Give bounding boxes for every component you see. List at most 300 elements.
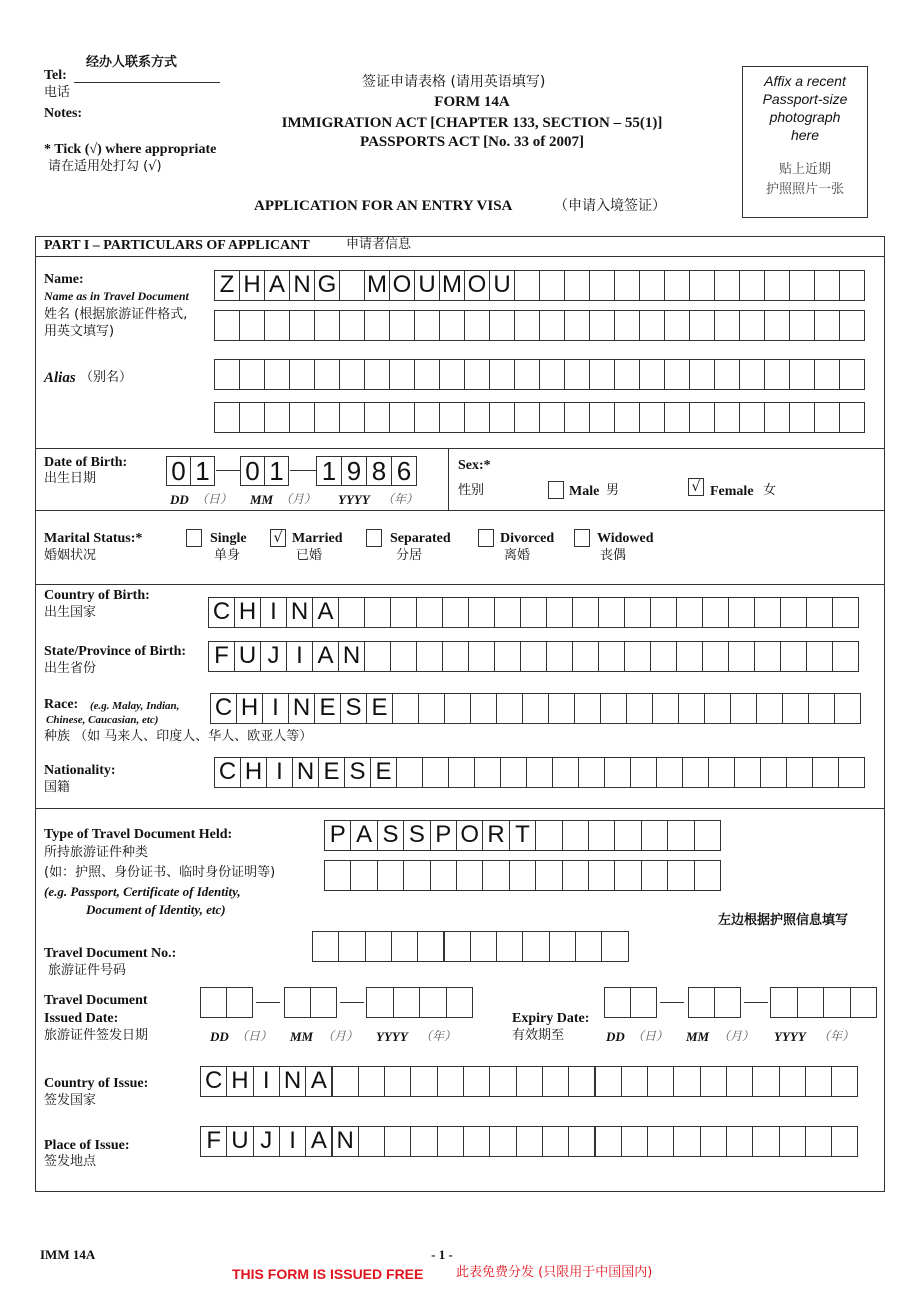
char-cell[interactable] — [289, 270, 315, 301]
char-cell[interactable] — [377, 820, 404, 851]
char-cell[interactable] — [572, 597, 599, 628]
char-cell[interactable] — [489, 310, 515, 341]
char-cell[interactable] — [598, 597, 625, 628]
char-cell[interactable] — [264, 310, 290, 341]
char-cell[interactable] — [805, 1066, 832, 1097]
char-cell[interactable] — [595, 1066, 622, 1097]
char-cell[interactable] — [726, 1126, 753, 1157]
char-cell[interactable] — [604, 757, 631, 788]
married-checkbox[interactable]: √ — [270, 529, 286, 547]
char-cell[interactable] — [422, 757, 449, 788]
char-cell[interactable] — [797, 987, 825, 1018]
char-cell[interactable] — [764, 359, 790, 390]
char-cell[interactable] — [549, 931, 576, 962]
char-cell[interactable] — [239, 270, 265, 301]
char-cell[interactable] — [621, 1126, 648, 1157]
char-cell[interactable] — [305, 1066, 332, 1097]
char-cell[interactable] — [266, 757, 293, 788]
char-cell[interactable] — [614, 359, 640, 390]
char-cell[interactable] — [589, 359, 615, 390]
char-cell[interactable] — [564, 359, 590, 390]
char-cell[interactable] — [714, 310, 740, 341]
char-cell[interactable] — [667, 860, 694, 891]
char-cell[interactable] — [464, 310, 490, 341]
char-cell[interactable] — [564, 402, 590, 433]
char-cell[interactable] — [200, 987, 227, 1018]
char-cell[interactable] — [284, 987, 311, 1018]
char-cell[interactable] — [682, 757, 709, 788]
char-cell[interactable] — [664, 270, 690, 301]
char-cell[interactable] — [514, 359, 540, 390]
char-cell[interactable] — [673, 1066, 700, 1097]
char-cell[interactable] — [200, 1066, 227, 1097]
char-cell[interactable] — [564, 310, 590, 341]
char-cell[interactable] — [489, 1126, 516, 1157]
char-cell[interactable] — [539, 310, 565, 341]
char-cell[interactable] — [470, 693, 497, 724]
char-cell[interactable] — [474, 757, 501, 788]
char-cell[interactable] — [390, 641, 417, 672]
char-cell[interactable] — [414, 270, 440, 301]
char-cell[interactable] — [396, 757, 423, 788]
char-cell[interactable] — [208, 641, 235, 672]
char-cell[interactable] — [456, 820, 483, 851]
char-cell[interactable] — [264, 359, 290, 390]
char-cell[interactable] — [621, 1066, 648, 1097]
char-cell[interactable] — [338, 641, 365, 672]
char-cell[interactable] — [390, 597, 417, 628]
char-cell[interactable] — [312, 597, 339, 628]
char-cell[interactable] — [639, 270, 665, 301]
char-cell[interactable] — [782, 693, 809, 724]
char-cell[interactable] — [764, 402, 790, 433]
char-cell[interactable] — [641, 820, 668, 851]
char-cell[interactable] — [403, 820, 430, 851]
char-cell[interactable] — [253, 1066, 280, 1097]
char-cell[interactable] — [414, 310, 440, 341]
char-cell[interactable] — [489, 402, 515, 433]
char-cell[interactable] — [639, 310, 665, 341]
char-cell[interactable] — [806, 641, 833, 672]
char-cell[interactable] — [366, 987, 394, 1018]
char-cell[interactable] — [494, 641, 521, 672]
char-cell[interactable] — [700, 1066, 727, 1097]
char-cell[interactable] — [739, 402, 765, 433]
char-cell[interactable] — [568, 1126, 595, 1157]
char-cell[interactable] — [410, 1126, 437, 1157]
separated-checkbox[interactable] — [366, 529, 382, 547]
char-cell[interactable] — [314, 359, 340, 390]
char-cell[interactable] — [572, 641, 599, 672]
char-cell[interactable] — [589, 310, 615, 341]
char-cell[interactable] — [714, 987, 741, 1018]
char-cell[interactable] — [595, 1126, 622, 1157]
char-cell[interactable] — [520, 597, 547, 628]
char-cell[interactable] — [418, 693, 445, 724]
char-cell[interactable] — [535, 860, 562, 891]
char-cell[interactable] — [310, 987, 337, 1018]
char-cell[interactable] — [832, 597, 859, 628]
char-cell[interactable] — [341, 456, 367, 486]
char-cell[interactable] — [448, 757, 475, 788]
char-cell[interactable] — [601, 931, 628, 962]
char-cell[interactable] — [214, 402, 240, 433]
char-cell[interactable] — [514, 270, 540, 301]
char-cell[interactable] — [439, 310, 465, 341]
char-cell[interactable] — [760, 757, 787, 788]
tel-field[interactable] — [74, 82, 220, 83]
char-cell[interactable] — [574, 693, 601, 724]
char-cell[interactable] — [578, 757, 605, 788]
char-cell[interactable] — [814, 359, 840, 390]
char-cell[interactable] — [630, 987, 657, 1018]
char-cell[interactable] — [439, 359, 465, 390]
char-cell[interactable] — [589, 402, 615, 433]
char-cell[interactable] — [365, 931, 392, 962]
char-cell[interactable] — [546, 597, 573, 628]
char-cell[interactable] — [444, 931, 471, 962]
char-cell[interactable] — [673, 1126, 700, 1157]
char-cell[interactable] — [789, 270, 815, 301]
char-cell[interactable] — [463, 1066, 490, 1097]
char-cell[interactable] — [339, 359, 365, 390]
char-cell[interactable] — [689, 270, 715, 301]
char-cell[interactable] — [832, 641, 859, 672]
char-cell[interactable] — [489, 1066, 516, 1097]
char-cell[interactable] — [823, 987, 851, 1018]
char-cell[interactable] — [210, 693, 237, 724]
char-cell[interactable] — [780, 597, 807, 628]
char-cell[interactable] — [464, 270, 490, 301]
char-cell[interactable] — [831, 1066, 858, 1097]
char-cell[interactable] — [588, 820, 615, 851]
char-cell[interactable] — [239, 402, 265, 433]
char-cell[interactable] — [166, 456, 191, 486]
char-cell[interactable] — [464, 402, 490, 433]
char-cell[interactable] — [588, 860, 615, 891]
char-cell[interactable] — [838, 757, 865, 788]
char-cell[interactable] — [364, 359, 390, 390]
char-cell[interactable] — [752, 1126, 779, 1157]
char-cell[interactable] — [614, 820, 641, 851]
char-cell[interactable] — [589, 270, 615, 301]
char-cell[interactable] — [366, 456, 392, 486]
char-cell[interactable] — [839, 310, 865, 341]
char-cell[interactable] — [806, 597, 833, 628]
char-cell[interactable] — [338, 931, 365, 962]
char-cell[interactable] — [470, 931, 497, 962]
char-cell[interactable] — [339, 310, 365, 341]
char-cell[interactable] — [575, 931, 602, 962]
char-cell[interactable] — [730, 693, 757, 724]
char-cell[interactable] — [752, 1066, 779, 1097]
char-cell[interactable] — [392, 693, 419, 724]
char-cell[interactable] — [489, 359, 515, 390]
char-cell[interactable] — [239, 310, 265, 341]
char-cell[interactable] — [289, 359, 315, 390]
char-cell[interactable] — [814, 270, 840, 301]
char-cell[interactable] — [240, 456, 265, 486]
char-cell[interactable] — [377, 860, 404, 891]
char-cell[interactable] — [419, 987, 447, 1018]
char-cell[interactable] — [539, 359, 565, 390]
char-cell[interactable] — [500, 757, 527, 788]
char-cell[interactable] — [522, 931, 549, 962]
char-cell[interactable] — [226, 987, 253, 1018]
char-cell[interactable] — [332, 1066, 359, 1097]
char-cell[interactable] — [318, 757, 345, 788]
char-cell[interactable] — [286, 641, 313, 672]
char-cell[interactable] — [839, 402, 865, 433]
char-cell[interactable] — [789, 402, 815, 433]
char-cell[interactable] — [630, 757, 657, 788]
char-cell[interactable] — [509, 860, 536, 891]
char-cell[interactable] — [324, 820, 351, 851]
char-cell[interactable] — [314, 693, 341, 724]
char-cell[interactable] — [770, 987, 798, 1018]
char-cell[interactable] — [314, 402, 340, 433]
char-cell[interactable] — [316, 456, 342, 486]
char-cell[interactable] — [384, 1066, 411, 1097]
char-cell[interactable] — [726, 1066, 753, 1097]
char-cell[interactable] — [496, 693, 523, 724]
char-cell[interactable] — [624, 597, 651, 628]
char-cell[interactable] — [639, 402, 665, 433]
char-cell[interactable] — [437, 1126, 464, 1157]
char-cell[interactable] — [439, 402, 465, 433]
char-cell[interactable] — [739, 359, 765, 390]
char-cell[interactable] — [604, 987, 631, 1018]
char-cell[interactable] — [389, 359, 415, 390]
char-cell[interactable] — [234, 641, 261, 672]
char-cell[interactable] — [702, 597, 729, 628]
char-cell[interactable] — [446, 987, 474, 1018]
char-cell[interactable] — [516, 1066, 543, 1097]
char-cell[interactable] — [279, 1066, 306, 1097]
char-cell[interactable] — [728, 597, 755, 628]
char-cell[interactable] — [542, 1126, 569, 1157]
char-cell[interactable] — [288, 693, 315, 724]
char-cell[interactable] — [264, 456, 289, 486]
char-cell[interactable] — [708, 757, 735, 788]
char-cell[interactable] — [417, 931, 444, 962]
char-cell[interactable] — [600, 693, 627, 724]
char-cell[interactable] — [514, 310, 540, 341]
char-cell[interactable] — [340, 693, 367, 724]
char-cell[interactable] — [389, 310, 415, 341]
char-cell[interactable] — [652, 693, 679, 724]
char-cell[interactable] — [520, 641, 547, 672]
char-cell[interactable] — [463, 1126, 490, 1157]
char-cell[interactable] — [839, 270, 865, 301]
char-cell[interactable] — [292, 757, 319, 788]
char-cell[interactable] — [260, 641, 287, 672]
char-cell[interactable] — [350, 820, 377, 851]
char-cell[interactable] — [562, 820, 589, 851]
char-cell[interactable] — [728, 641, 755, 672]
char-cell[interactable] — [312, 641, 339, 672]
char-cell[interactable] — [332, 1126, 359, 1157]
char-cell[interactable] — [714, 402, 740, 433]
char-cell[interactable] — [814, 402, 840, 433]
char-cell[interactable] — [700, 1126, 727, 1157]
char-cell[interactable] — [289, 310, 315, 341]
char-cell[interactable] — [214, 310, 240, 341]
char-cell[interactable] — [689, 402, 715, 433]
char-cell[interactable] — [805, 1126, 832, 1157]
char-cell[interactable] — [676, 641, 703, 672]
char-cell[interactable] — [562, 860, 589, 891]
char-cell[interactable] — [208, 597, 235, 628]
char-cell[interactable] — [839, 359, 865, 390]
char-cell[interactable] — [542, 1066, 569, 1097]
char-cell[interactable] — [364, 402, 390, 433]
char-cell[interactable] — [641, 860, 668, 891]
char-cell[interactable] — [391, 931, 418, 962]
char-cell[interactable] — [264, 402, 290, 433]
char-cell[interactable] — [236, 693, 263, 724]
char-cell[interactable] — [260, 597, 287, 628]
char-cell[interactable] — [442, 597, 469, 628]
char-cell[interactable] — [312, 931, 339, 962]
char-cell[interactable] — [403, 860, 430, 891]
char-cell[interactable] — [234, 597, 261, 628]
char-cell[interactable] — [514, 402, 540, 433]
char-cell[interactable] — [664, 359, 690, 390]
char-cell[interactable] — [754, 597, 781, 628]
char-cell[interactable] — [366, 693, 393, 724]
char-cell[interactable] — [358, 1126, 385, 1157]
char-cell[interactable] — [389, 402, 415, 433]
char-cell[interactable] — [264, 270, 290, 301]
char-cell[interactable] — [702, 641, 729, 672]
char-cell[interactable] — [831, 1126, 858, 1157]
char-cell[interactable] — [416, 641, 443, 672]
char-cell[interactable] — [214, 270, 240, 301]
char-cell[interactable] — [789, 359, 815, 390]
char-cell[interactable] — [338, 597, 365, 628]
char-cell[interactable] — [734, 757, 761, 788]
char-cell[interactable] — [226, 1066, 253, 1097]
char-cell[interactable] — [358, 1066, 385, 1097]
char-cell[interactable] — [314, 310, 340, 341]
char-cell[interactable] — [676, 597, 703, 628]
char-cell[interactable] — [689, 359, 715, 390]
char-cell[interactable] — [647, 1126, 674, 1157]
photo-box[interactable] — [742, 66, 868, 218]
char-cell[interactable] — [494, 597, 521, 628]
char-cell[interactable] — [314, 270, 340, 301]
char-cell[interactable] — [384, 1126, 411, 1157]
char-cell[interactable] — [190, 456, 215, 486]
char-cell[interactable] — [779, 1066, 806, 1097]
char-cell[interactable] — [364, 270, 390, 301]
char-cell[interactable] — [552, 757, 579, 788]
char-cell[interactable] — [714, 359, 740, 390]
char-cell[interactable] — [568, 1066, 595, 1097]
char-cell[interactable] — [350, 860, 377, 891]
char-cell[interactable] — [439, 270, 465, 301]
char-cell[interactable] — [678, 693, 705, 724]
char-cell[interactable] — [814, 310, 840, 341]
char-cell[interactable] — [442, 641, 469, 672]
char-cell[interactable] — [200, 1126, 227, 1157]
char-cell[interactable] — [624, 641, 651, 672]
char-cell[interactable] — [664, 402, 690, 433]
char-cell[interactable] — [539, 270, 565, 301]
char-cell[interactable] — [482, 860, 509, 891]
char-cell[interactable] — [214, 757, 241, 788]
char-cell[interactable] — [389, 270, 415, 301]
char-cell[interactable] — [364, 641, 391, 672]
char-cell[interactable] — [639, 359, 665, 390]
divorced-checkbox[interactable] — [478, 529, 494, 547]
char-cell[interactable] — [850, 987, 878, 1018]
char-cell[interactable] — [489, 270, 515, 301]
char-cell[interactable] — [364, 310, 390, 341]
char-cell[interactable] — [516, 1126, 543, 1157]
char-cell[interactable] — [364, 597, 391, 628]
widowed-checkbox[interactable] — [574, 529, 590, 547]
char-cell[interactable] — [694, 820, 721, 851]
char-cell[interactable] — [688, 987, 715, 1018]
char-cell[interactable] — [214, 359, 240, 390]
char-cell[interactable] — [391, 456, 417, 486]
male-checkbox[interactable] — [548, 481, 564, 499]
char-cell[interactable] — [509, 820, 536, 851]
char-cell[interactable] — [564, 270, 590, 301]
char-cell[interactable] — [764, 310, 790, 341]
char-cell[interactable] — [812, 757, 839, 788]
char-cell[interactable] — [614, 860, 641, 891]
char-cell[interactable] — [370, 757, 397, 788]
single-checkbox[interactable] — [186, 529, 202, 547]
char-cell[interactable] — [279, 1126, 306, 1157]
char-cell[interactable] — [253, 1126, 280, 1157]
char-cell[interactable] — [286, 597, 313, 628]
char-cell[interactable] — [779, 1126, 806, 1157]
char-cell[interactable] — [664, 310, 690, 341]
char-cell[interactable] — [522, 693, 549, 724]
char-cell[interactable] — [614, 310, 640, 341]
char-cell[interactable] — [808, 693, 835, 724]
char-cell[interactable] — [754, 641, 781, 672]
char-cell[interactable] — [456, 860, 483, 891]
char-cell[interactable] — [539, 402, 565, 433]
char-cell[interactable] — [437, 1066, 464, 1097]
char-cell[interactable] — [339, 270, 365, 301]
char-cell[interactable] — [482, 820, 509, 851]
char-cell[interactable] — [546, 641, 573, 672]
char-cell[interactable] — [262, 693, 289, 724]
char-cell[interactable] — [430, 860, 457, 891]
char-cell[interactable] — [780, 641, 807, 672]
char-cell[interactable] — [535, 820, 562, 851]
char-cell[interactable] — [650, 641, 677, 672]
char-cell[interactable] — [834, 693, 861, 724]
char-cell[interactable] — [656, 757, 683, 788]
char-cell[interactable] — [667, 820, 694, 851]
char-cell[interactable] — [647, 1066, 674, 1097]
char-cell[interactable] — [324, 860, 351, 891]
char-cell[interactable] — [468, 641, 495, 672]
char-cell[interactable] — [414, 402, 440, 433]
char-cell[interactable] — [496, 931, 523, 962]
char-cell[interactable] — [626, 693, 653, 724]
char-cell[interactable] — [614, 270, 640, 301]
char-cell[interactable] — [240, 757, 267, 788]
char-cell[interactable] — [598, 641, 625, 672]
